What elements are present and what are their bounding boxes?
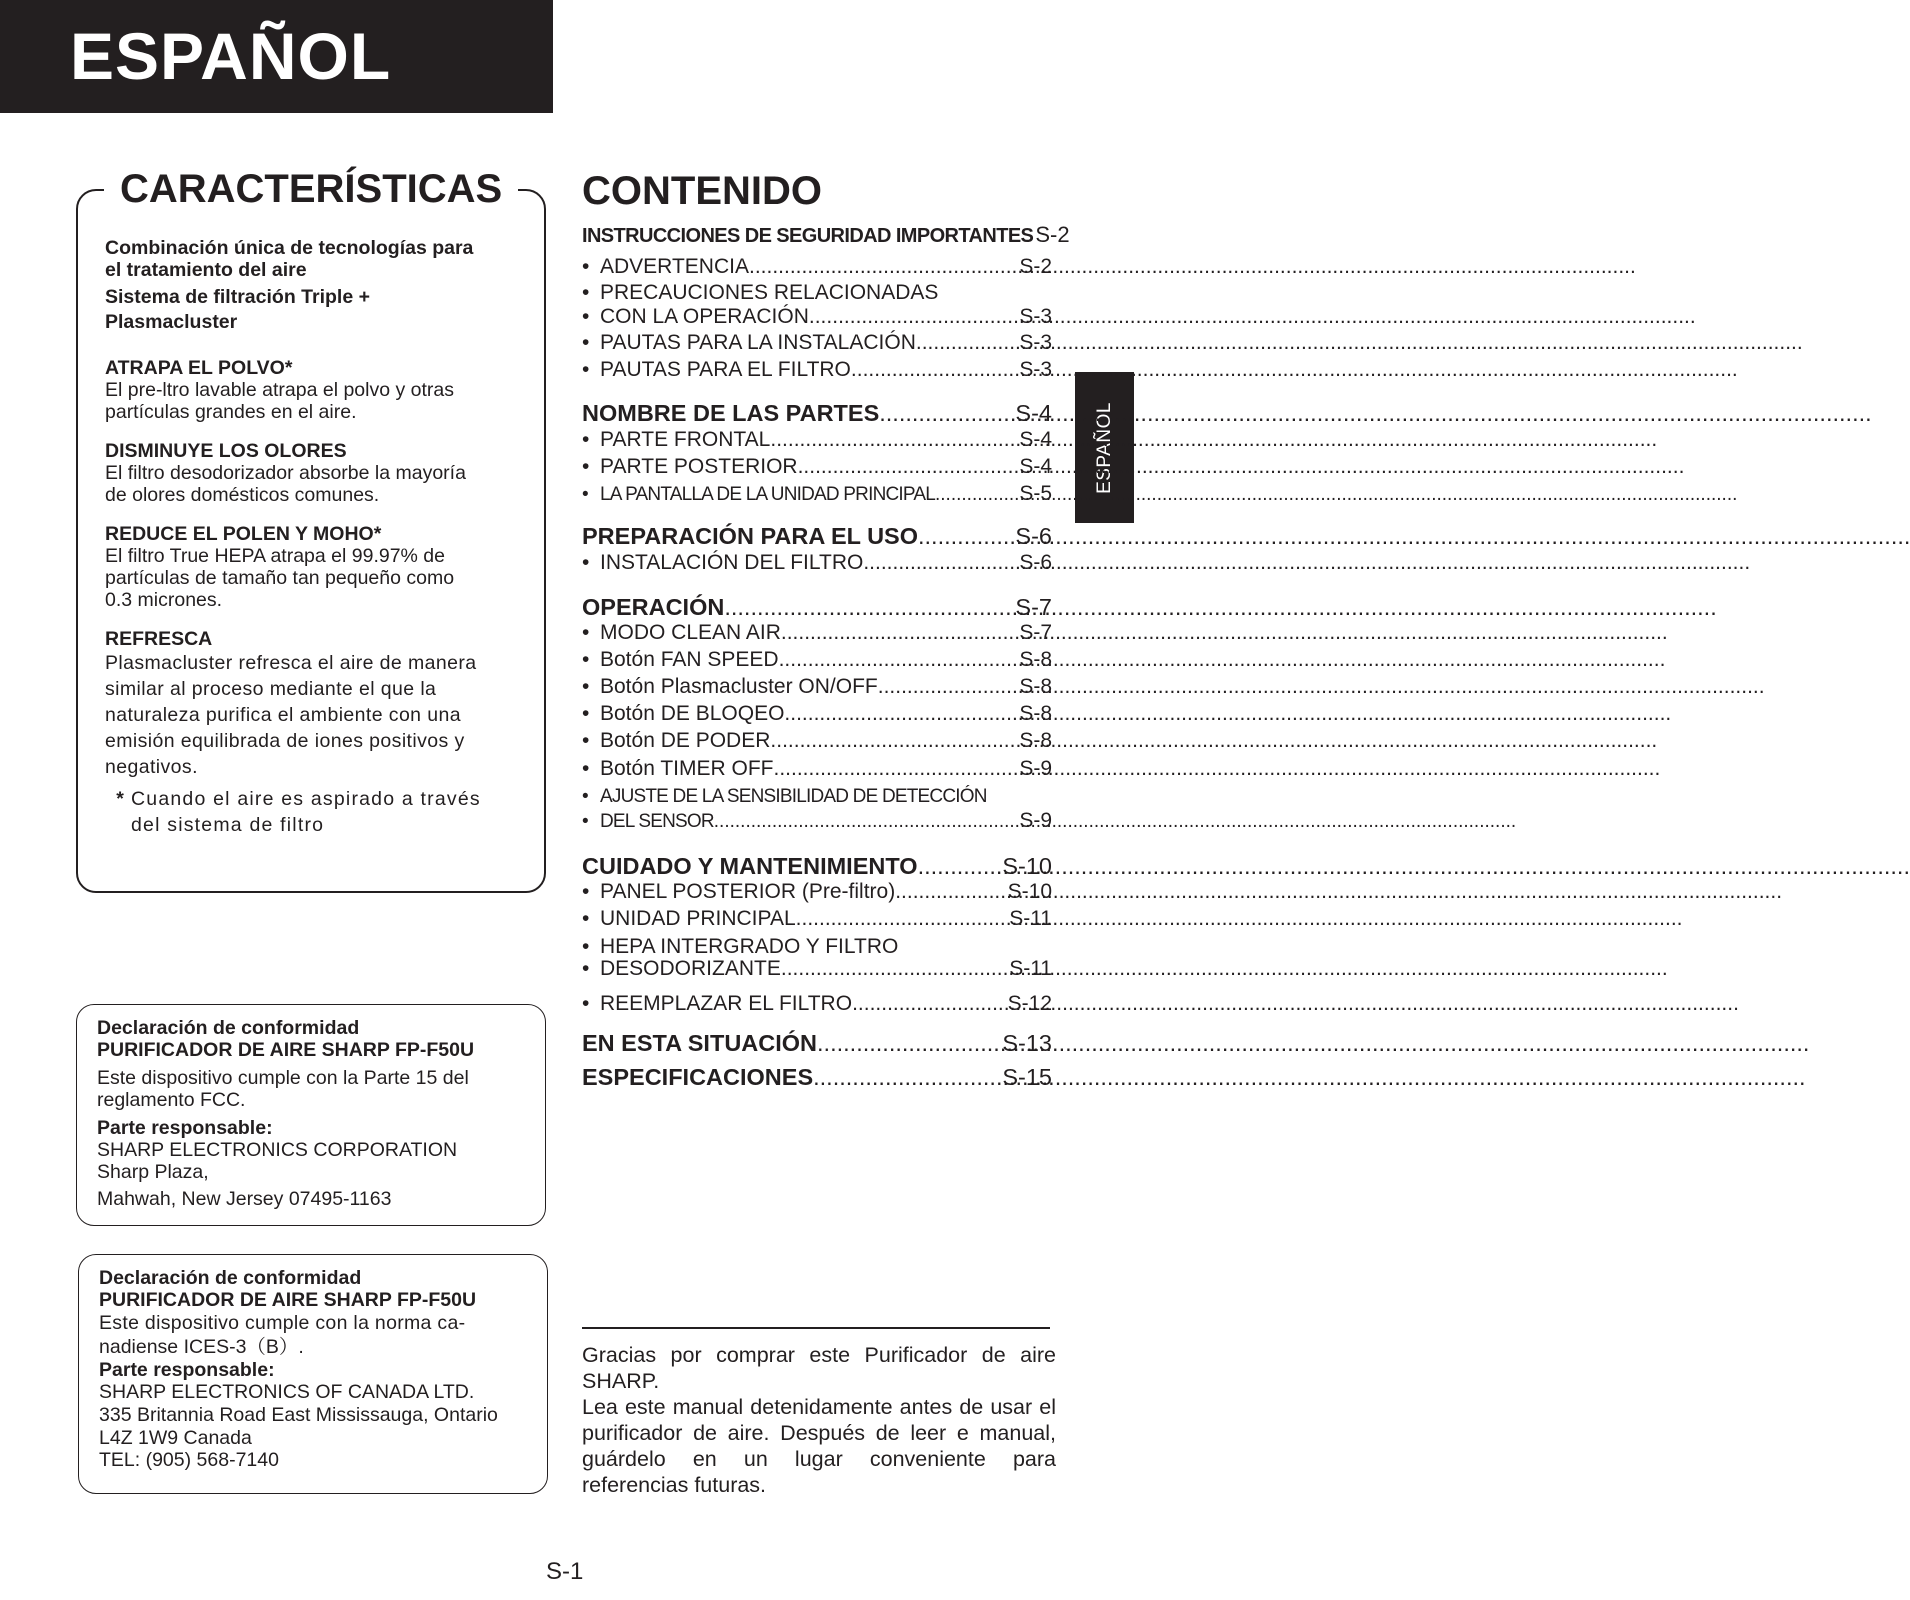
declaration-title: Declaración de conformidad bbox=[99, 1267, 362, 1289]
toc-entry-replace bbox=[582, 992, 1052, 1016]
toc-entry-plasmacluster bbox=[582, 675, 1052, 699]
toc-page: S-7 bbox=[1019, 621, 1052, 644]
declaration-text: nadiense ICES-3（B）. bbox=[99, 1336, 304, 1358]
footnote-star: * bbox=[116, 788, 125, 810]
toc-leader bbox=[918, 523, 1013, 550]
toc-leader bbox=[935, 484, 1017, 506]
toc-leader bbox=[796, 907, 1008, 931]
toc-label: • PANEL POSTERIOR (Pre-filtro) bbox=[582, 880, 895, 904]
toc-label: • Botón DE BLOQEO bbox=[582, 702, 784, 726]
toc-entry-back-panel bbox=[582, 880, 1052, 904]
toc-entry-rear bbox=[582, 455, 1052, 479]
toc-entry-sensor-line1: • AJUSTE DE LA SENSIBILIDAD DE DETECCIÓN bbox=[600, 786, 987, 808]
responsible-party-line: Sharp Plaza, bbox=[97, 1161, 209, 1183]
toc-leader bbox=[918, 853, 1001, 880]
feature-line: de olores domésticos comunes. bbox=[105, 484, 380, 506]
declaration-text: Este dispositivo cumple con la Parte 15 del bbox=[97, 1067, 469, 1089]
feature-line: naturaleza purifica el ambiente con una bbox=[105, 704, 461, 726]
toc-entry-display bbox=[582, 482, 1052, 506]
toc-entry-precautions bbox=[582, 305, 1052, 329]
toc-entry-parts bbox=[582, 400, 1052, 427]
toc-leader bbox=[851, 358, 1017, 382]
feature-text bbox=[105, 462, 537, 506]
toc-label: • ADVERTENCIA bbox=[582, 255, 749, 279]
page-title: ESPAÑOL bbox=[70, 19, 392, 93]
toc-page: S-10 bbox=[1007, 880, 1052, 903]
responsible-party-line: SHARP ELECTRONICS OF CANADA LTD. bbox=[99, 1381, 475, 1403]
responsible-party-line: 335 Britannia Road East Mississauga, Ontario bbox=[99, 1404, 498, 1426]
thanks-paragraph: Lea este manual detenidamente antes de usar el purificador de aire. Después de leer e manual, guárdelo en un lugar conveniente para referencias futuras. bbox=[582, 1395, 1056, 1497]
page-number: S-1 bbox=[546, 1558, 584, 1585]
toc-label: • DEL SENSOR bbox=[582, 811, 714, 833]
toc-leader bbox=[863, 551, 1017, 575]
toc-entry-sensor bbox=[582, 809, 1052, 833]
toc-label: • PAUTAS PARA EL FILTRO bbox=[582, 358, 851, 382]
toc-leader bbox=[809, 305, 1017, 329]
toc-entry-main-unit bbox=[582, 907, 1052, 931]
contents-title: CONTENIDO bbox=[582, 169, 822, 213]
toc-label: • INSTALACIÓN DEL FILTRO bbox=[582, 551, 863, 575]
intro-line: Combinación única de tecnologías para bbox=[105, 237, 474, 259]
toc-label: • PARTE FRONTAL bbox=[582, 428, 770, 452]
feature-heading: REDUCE EL POLEN Y MOHO* bbox=[105, 523, 382, 545]
toc-page: S-12 bbox=[1007, 992, 1052, 1015]
footnote-line: Cuando el aire es aspirado a través bbox=[131, 788, 481, 810]
toc-entry-situation bbox=[582, 1030, 1052, 1057]
feature-heading: DISMINUYE LOS OLORES bbox=[105, 440, 347, 462]
feature-text bbox=[105, 545, 537, 611]
toc-label: CUIDADO Y MANTENIMIENTO bbox=[582, 853, 918, 879]
header-bar bbox=[0, 0, 553, 113]
feature-text bbox=[105, 650, 537, 780]
toc-entry-safety bbox=[582, 222, 1070, 248]
footnote-line: del sistema de filtro bbox=[131, 814, 325, 836]
toc-label: • UNIDAD PRINCIPAL bbox=[582, 907, 796, 931]
thanks-text bbox=[582, 1342, 1056, 1498]
feature-line: emisión equilibrada de iones positivos y bbox=[105, 730, 465, 752]
feature-line: partículas de tamaño tan pequeño como bbox=[105, 567, 455, 589]
toc-page: S-11 bbox=[1009, 907, 1052, 930]
toc-label: • Botón TIMER OFF bbox=[582, 757, 774, 781]
features-footnote bbox=[105, 786, 537, 838]
toc-entry-front bbox=[582, 428, 1052, 452]
toc-leader bbox=[813, 1064, 1000, 1091]
toc-leader bbox=[781, 957, 1007, 981]
toc-label: • Botón Plasmacluster ON/OFF bbox=[582, 675, 878, 699]
toc-leader bbox=[781, 621, 1017, 645]
toc-page: S-7 bbox=[1015, 594, 1052, 620]
toc-entry-operation bbox=[582, 594, 1052, 621]
toc-page: S-11 bbox=[1009, 957, 1052, 980]
toc-page: S-8 bbox=[1019, 648, 1052, 671]
toc-leader bbox=[714, 811, 1018, 833]
toc-leader bbox=[779, 648, 1018, 672]
toc-leader bbox=[895, 880, 1005, 904]
toc-entry-care bbox=[582, 853, 1052, 880]
toc-entry-filter-install bbox=[582, 551, 1052, 575]
responsible-party-line: Mahwah, New Jersey 07495-1163 bbox=[97, 1188, 392, 1210]
toc-label: OPERACIÓN bbox=[582, 594, 725, 620]
declaration-fcc-box bbox=[76, 1004, 546, 1226]
thanks-paragraph: Gracias por comprar este Purificador de aire SHARP. bbox=[582, 1343, 1056, 1393]
toc-page: S-6 bbox=[1015, 523, 1052, 549]
feature-line: El filtro True HEPA atrapa el 99.97% de bbox=[105, 545, 445, 567]
toc-label: • PAUTAS PARA LA INSTALACIÓN bbox=[582, 331, 916, 355]
toc-label: • DESODORIZANTE bbox=[582, 957, 781, 981]
toc-page: S-8 bbox=[1019, 729, 1052, 752]
feature-line: El pre-ltro lavable atrapa el polvo y otras bbox=[105, 379, 455, 401]
declaration-text: reglamento FCC. bbox=[97, 1089, 246, 1111]
toc-label: • Botón FAN SPEED bbox=[582, 648, 779, 672]
toc-page: S-3 bbox=[1019, 305, 1052, 328]
toc-page: S-4 bbox=[1019, 455, 1052, 478]
toc-page: S-8 bbox=[1019, 675, 1052, 698]
toc-page: S-4 bbox=[1015, 400, 1052, 426]
toc-page: S-5 bbox=[1019, 482, 1052, 505]
toc-label: NOMBRE DE LAS PARTES bbox=[582, 400, 880, 426]
subtitle-line: Plasmacluster bbox=[105, 311, 238, 333]
toc-page: S-2 bbox=[1035, 222, 1070, 247]
toc-leader bbox=[774, 757, 1018, 781]
feature-text bbox=[105, 379, 537, 423]
intro-line: el tratamiento del aire bbox=[105, 259, 307, 281]
toc-entry-timer bbox=[582, 757, 1052, 781]
toc-label: • PARTE POSTERIOR bbox=[582, 455, 798, 479]
responsible-party-line: TEL: (905) 568-7140 bbox=[99, 1449, 279, 1471]
side-tab-label: ESPAÑOL bbox=[1093, 401, 1115, 494]
feature-heading: REFRESCA bbox=[105, 628, 213, 650]
declaration-ices-box bbox=[78, 1254, 548, 1494]
declaration-product: PURIFICADOR DE AIRE SHARP FP-F50U bbox=[99, 1289, 477, 1311]
feature-line: 0.3 micrones. bbox=[105, 589, 223, 611]
toc-page: S-2 bbox=[1019, 255, 1052, 278]
features-subtitle bbox=[105, 285, 537, 335]
feature-line: partículas grandes en el aire. bbox=[105, 401, 357, 423]
toc-leader bbox=[916, 331, 1017, 355]
toc-label: INSTRUCCIONES DE SEGURIDAD IMPORTANTES bbox=[582, 225, 1034, 247]
feature-line: El filtro desodorizador absorbe la mayoría bbox=[105, 462, 466, 484]
toc-label: • REEMPLAZAR EL FILTRO bbox=[582, 992, 852, 1016]
toc-entry-warning bbox=[582, 255, 1052, 279]
toc-entry-clean-air bbox=[582, 621, 1052, 645]
toc-label: • Botón DE PODER bbox=[582, 729, 770, 753]
toc-label: • CON LA OPERACIÓN bbox=[582, 305, 809, 329]
toc-page: S-15 bbox=[1002, 1064, 1052, 1090]
toc-label: • LA PANTALLA DE LA UNIDAD PRINCIPAL bbox=[582, 484, 935, 506]
toc-page: S-9 bbox=[1019, 809, 1052, 832]
subtitle-line: Sistema de filtración Triple + bbox=[105, 286, 370, 308]
toc-leader bbox=[798, 455, 1018, 479]
feature-line: negativos. bbox=[105, 756, 198, 778]
toc-leader bbox=[749, 255, 1017, 279]
toc-page: S-3 bbox=[1019, 331, 1052, 354]
responsible-party-label: Parte responsable: bbox=[97, 1117, 273, 1139]
features-intro bbox=[105, 237, 537, 281]
toc-leader bbox=[879, 400, 1013, 427]
toc-page: S-6 bbox=[1019, 551, 1052, 574]
responsible-party-label: Parte responsable: bbox=[99, 1359, 275, 1381]
declaration-product: PURIFICADOR DE AIRE SHARP FP-F50U bbox=[97, 1039, 475, 1061]
toc-entry-fan-speed bbox=[582, 648, 1052, 672]
features-content bbox=[105, 237, 537, 838]
toc-entry-filter-guide bbox=[582, 358, 1052, 382]
toc-page: S-4 bbox=[1019, 428, 1052, 451]
feature-heading: ATRAPA EL POLVO* bbox=[105, 357, 293, 379]
declaration-text: Este dispositivo cumple con la norma ca- bbox=[99, 1312, 466, 1334]
feature-line: Plasmacluster refresca el aire de manera bbox=[105, 652, 477, 674]
toc-entry-precautions-line1: • PRECAUCIONES RELACIONADAS bbox=[600, 281, 938, 305]
toc-page: S-10 bbox=[1002, 853, 1052, 879]
toc-entry-installation-guide bbox=[582, 331, 1052, 355]
toc-leader bbox=[852, 992, 1006, 1016]
feature-line: similar al proceso mediante el que la bbox=[105, 678, 437, 700]
responsible-party-line: SHARP ELECTRONICS CORPORATION bbox=[97, 1139, 458, 1161]
toc-leader bbox=[878, 675, 1018, 699]
toc-entry-specs bbox=[582, 1064, 1052, 1091]
toc-page: S-3 bbox=[1019, 358, 1052, 381]
toc-label: EN ESTA SITUACIÓN bbox=[582, 1030, 818, 1056]
toc-page: S-8 bbox=[1019, 702, 1052, 725]
toc-leader bbox=[770, 729, 1017, 753]
toc-entry-power bbox=[582, 729, 1052, 753]
toc-entry-hepa-line1: • HEPA INTERGRADO Y FILTRO bbox=[600, 935, 898, 959]
toc-leader bbox=[784, 702, 1017, 726]
toc-entry-lock bbox=[582, 702, 1052, 726]
toc-entry-preparation bbox=[582, 523, 1052, 550]
toc-leader bbox=[724, 594, 1013, 621]
toc-page: S-9 bbox=[1019, 757, 1052, 780]
toc-label: PREPARACIÓN PARA EL USO bbox=[582, 523, 918, 549]
toc-label: ESPECIFICACIONES bbox=[582, 1064, 814, 1090]
declaration-title: Declaración de conformidad bbox=[97, 1017, 360, 1039]
responsible-party-line: L4Z 1W9 Canada bbox=[99, 1427, 252, 1449]
toc-page: S-13 bbox=[1002, 1030, 1052, 1056]
divider bbox=[582, 1327, 1050, 1329]
toc-label: • MODO CLEAN AIR bbox=[582, 621, 781, 645]
toc-entry-hepa bbox=[582, 957, 1052, 981]
toc-leader bbox=[770, 428, 1017, 452]
toc-leader bbox=[817, 1030, 1000, 1057]
features-title: CARACTERÍSTICAS bbox=[104, 163, 518, 215]
